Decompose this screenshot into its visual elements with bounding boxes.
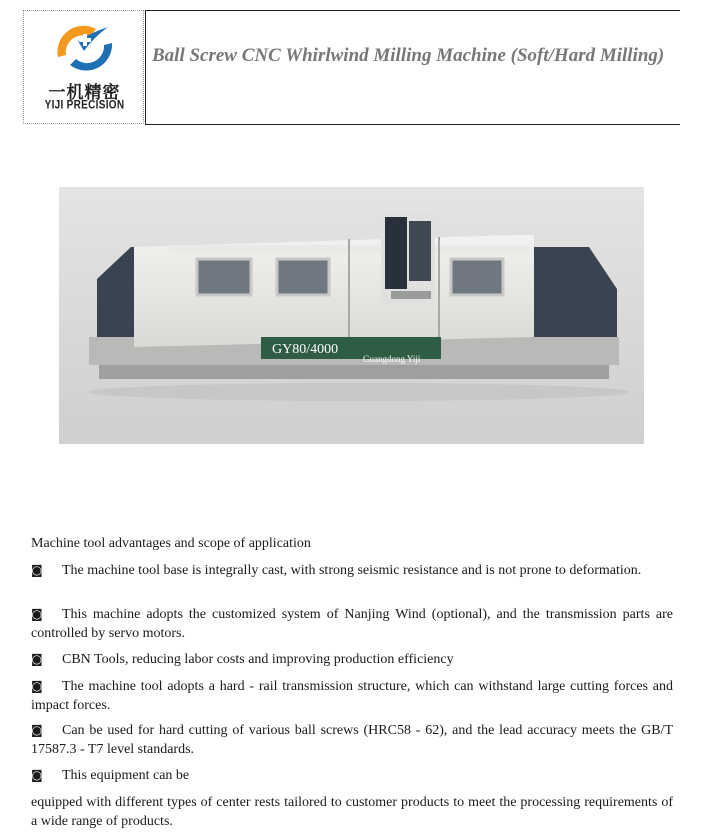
document-header <box>23 10 680 126</box>
bullet-item: ◙ CBN Tools, reducing labor costs and improving production efficiency <box>31 652 454 667</box>
bullet-mark-icon: ◙ <box>31 768 43 782</box>
machine-photo <box>59 187 644 444</box>
bullet-item: ◙ This equipment can be <box>31 768 190 783</box>
logo-text-chinese: 一机精密 <box>48 83 121 103</box>
logo-cell <box>23 10 144 124</box>
section-title: Machine tool advantages and scope of application <box>31 536 311 551</box>
logo-text-english: YIJI PRECISION <box>44 98 125 113</box>
model-plate-label: GY80/4000 <box>272 342 339 357</box>
continuation-paragraph: equipped with different types of center rests tailored to customer products to meet the processing requirements of a wide range of products. <box>31 795 673 829</box>
bullet-item: ◙ The machine tool adopts a hard - rail transmission structure, which can withstand large cutting forces and impact forces. <box>31 679 673 713</box>
bullet-mark-icon: ◙ <box>31 679 43 693</box>
bullet-item: ◙ This machine adopts the customized system of Nanjing Wind (optional), and the transmission parts are controlled by servo motors. <box>31 607 673 641</box>
bullet-mark-icon: ◙ <box>31 607 43 621</box>
bullet-mark-icon: ◙ <box>31 723 43 737</box>
bullet-item: ◙ Can be used for hard cutting of various ball screws (HRC58 - 62), and the lead accuracy meets the GB/T 17587.3 - T7 level standards. <box>31 723 673 757</box>
company-logo-icon <box>24 11 145 81</box>
document-title: Ball Screw CNC Whirlwind Milling Machine (Soft/Hard Milling) <box>152 45 665 66</box>
bullet-item: ◙ The machine tool base is integrally cast, with strong seismic resistance and is not prone to deformation. <box>31 563 642 578</box>
brand-label: Guangdong Yiji <box>363 354 421 364</box>
bullet-mark-icon: ◙ <box>31 563 43 577</box>
bullet-mark-icon: ◙ <box>31 652 43 666</box>
title-cell <box>145 10 680 125</box>
